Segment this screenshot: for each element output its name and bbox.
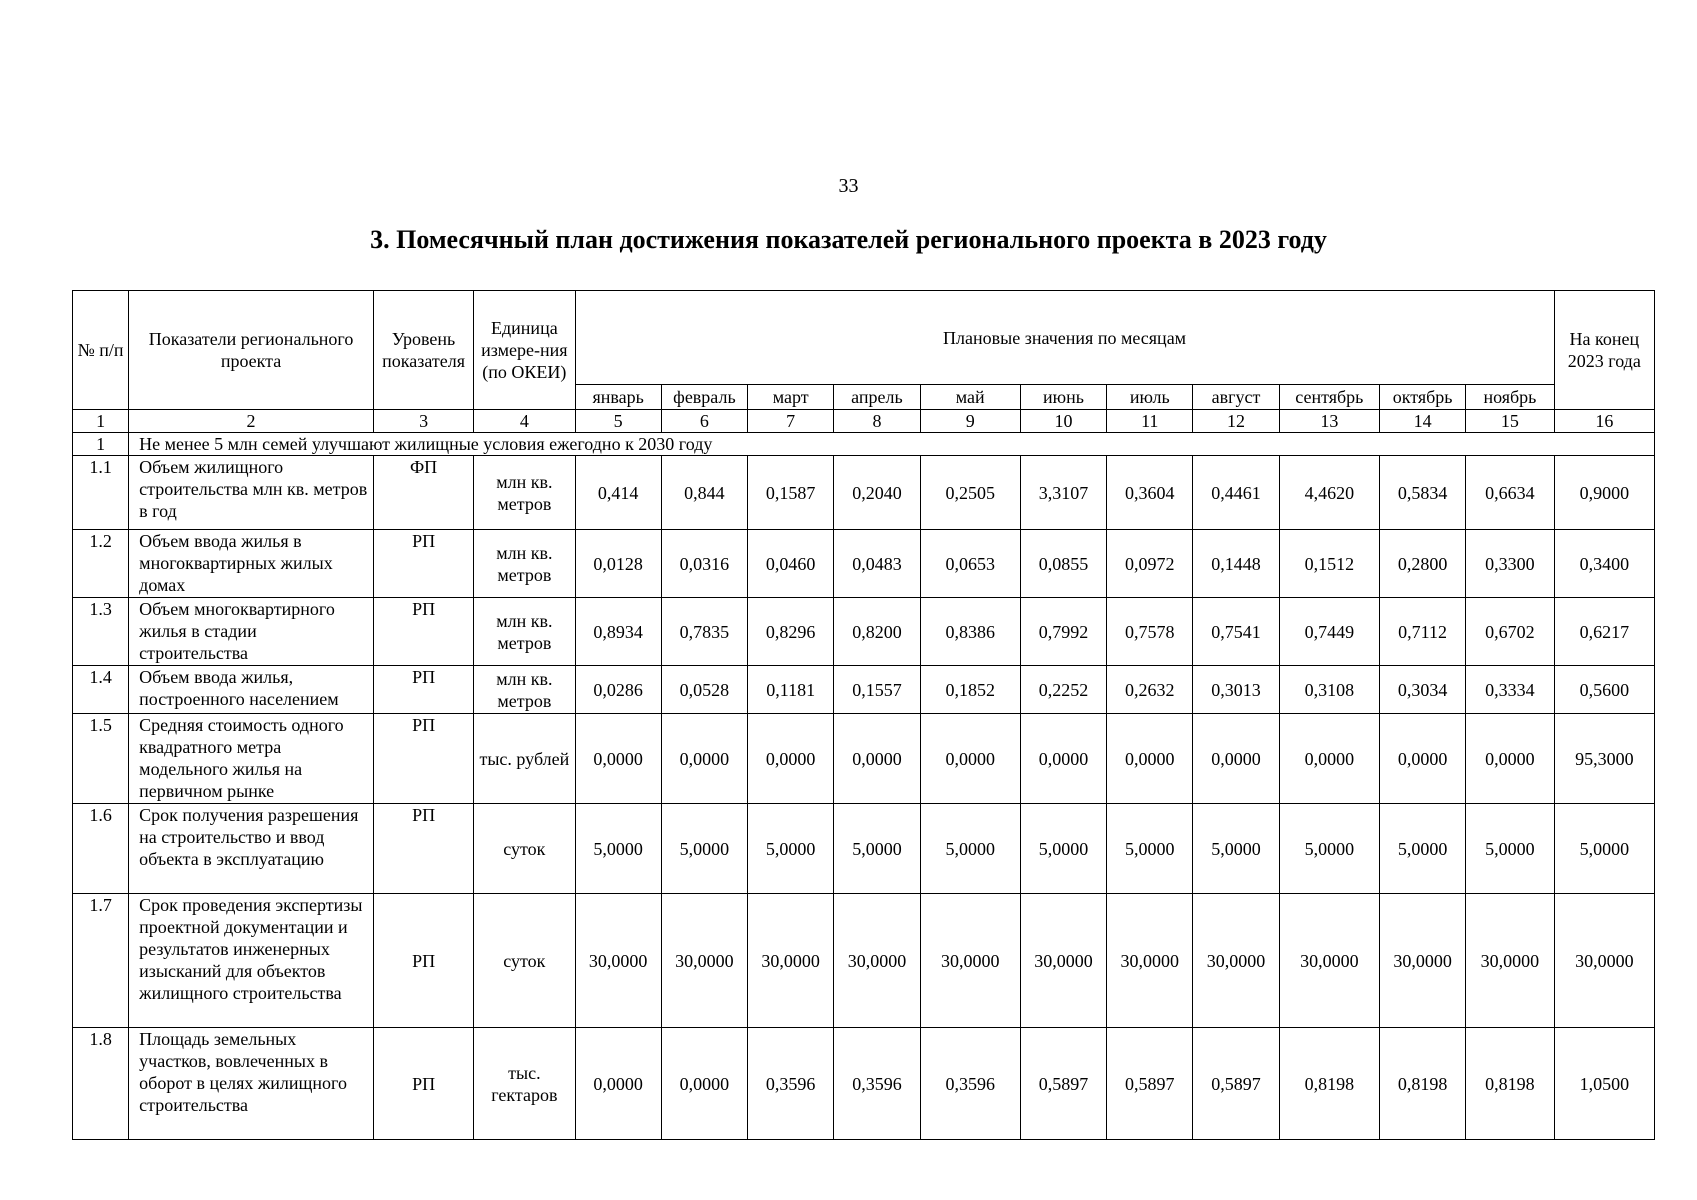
indicator-name: Срок проведения экспертизы проектной документации и результатов инженерных изысканий для объектов жилищного строительства bbox=[129, 894, 374, 1028]
monthly-value: 5,0000 bbox=[1279, 804, 1379, 894]
row-number: 1.6 bbox=[73, 804, 129, 894]
monthly-value: 30,0000 bbox=[1020, 894, 1106, 1028]
monthly-value: 0,0000 bbox=[1379, 714, 1465, 804]
indicator-level: ФП bbox=[373, 456, 473, 530]
column-number: 13 bbox=[1279, 410, 1379, 433]
monthly-value: 0,0000 bbox=[1193, 714, 1279, 804]
monthly-value: 0,2632 bbox=[1107, 666, 1193, 714]
monthly-value: 0,5897 bbox=[1020, 1028, 1106, 1140]
unit-cell: млн кв. метров bbox=[474, 530, 575, 598]
monthly-value: 0,5897 bbox=[1193, 1028, 1279, 1140]
row-number: 1.4 bbox=[73, 666, 129, 714]
monthly-value: 0,3108 bbox=[1279, 666, 1379, 714]
monthly-value: 0,7112 bbox=[1379, 598, 1465, 666]
table-row bbox=[73, 894, 1655, 1028]
monthly-value: 5,0000 bbox=[1107, 804, 1193, 894]
header-planned-values: Плановые значения по месяцам bbox=[575, 291, 1554, 385]
header-indicator: Показатели регионального проекта bbox=[129, 291, 374, 410]
monthly-value: 5,0000 bbox=[1466, 804, 1554, 894]
column-number: 9 bbox=[920, 410, 1020, 433]
end-of-year-value: 30,0000 bbox=[1554, 894, 1654, 1028]
indicator-level: РП bbox=[373, 804, 473, 894]
monthly-value: 5,0000 bbox=[834, 804, 920, 894]
monthly-value: 0,0000 bbox=[661, 714, 747, 804]
monthly-plan-table bbox=[72, 290, 1655, 1140]
monthly-value: 0,3034 bbox=[1379, 666, 1465, 714]
monthly-value: 5,0000 bbox=[1379, 804, 1465, 894]
monthly-value: 0,3013 bbox=[1193, 666, 1279, 714]
monthly-value: 0,3596 bbox=[834, 1028, 920, 1140]
monthly-value: 0,0000 bbox=[575, 1028, 661, 1140]
page-number: 33 bbox=[838, 175, 859, 197]
monthly-value: 0,3300 bbox=[1466, 530, 1554, 598]
monthly-value: 5,0000 bbox=[920, 804, 1020, 894]
end-of-year-value: 1,0500 bbox=[1554, 1028, 1654, 1140]
row-number: 1.8 bbox=[73, 1028, 129, 1140]
monthly-value: 0,8296 bbox=[748, 598, 834, 666]
header-end-of-year: На конец 2023 года bbox=[1554, 291, 1654, 410]
unit-cell: млн кв. метров bbox=[474, 456, 575, 530]
monthly-value: 0,7578 bbox=[1107, 598, 1193, 666]
monthly-value: 30,0000 bbox=[748, 894, 834, 1028]
indicator-level: РП bbox=[373, 530, 473, 598]
indicator-name: Объем многоквартирного жилья в стадии строительства bbox=[129, 598, 374, 666]
unit-cell: тыс. рублей bbox=[474, 714, 575, 804]
goal-number: 1 bbox=[73, 433, 129, 456]
monthly-value: 0,0972 bbox=[1107, 530, 1193, 598]
end-of-year-value: 95,3000 bbox=[1554, 714, 1654, 804]
monthly-value: 0,0855 bbox=[1020, 530, 1106, 598]
monthly-value: 5,0000 bbox=[575, 804, 661, 894]
monthly-value: 0,8198 bbox=[1379, 1028, 1465, 1140]
monthly-value: 0,0000 bbox=[920, 714, 1020, 804]
monthly-value: 0,7449 bbox=[1279, 598, 1379, 666]
indicator-name: Объем жилищного строительства млн кв. метров в год bbox=[129, 456, 374, 530]
goal-text: Не менее 5 млн семей улучшают жилищные условия ежегодно к 2030 году bbox=[129, 433, 1655, 456]
monthly-value: 0,1557 bbox=[834, 666, 920, 714]
column-number: 8 bbox=[834, 410, 920, 433]
goal-row bbox=[73, 433, 1655, 456]
monthly-value: 0,1512 bbox=[1279, 530, 1379, 598]
indicator-level: РП bbox=[373, 714, 473, 804]
monthly-value: 0,0000 bbox=[1279, 714, 1379, 804]
monthly-value: 0,7992 bbox=[1020, 598, 1106, 666]
indicator-name: Объем ввода жилья, построенного населением bbox=[129, 666, 374, 714]
monthly-value: 0,0286 bbox=[575, 666, 661, 714]
table-row bbox=[73, 598, 1655, 666]
monthly-value: 0,0128 bbox=[575, 530, 661, 598]
row-number: 1.7 bbox=[73, 894, 129, 1028]
header-num: № п/п bbox=[73, 291, 129, 410]
monthly-value: 0,0483 bbox=[834, 530, 920, 598]
monthly-value: 0,3596 bbox=[748, 1028, 834, 1140]
monthly-value: 0,8198 bbox=[1279, 1028, 1379, 1140]
monthly-value: 30,0000 bbox=[920, 894, 1020, 1028]
column-number: 7 bbox=[748, 410, 834, 433]
monthly-value: 0,0000 bbox=[748, 714, 834, 804]
month-header: август bbox=[1193, 385, 1279, 410]
column-number: 6 bbox=[661, 410, 747, 433]
column-number: 5 bbox=[575, 410, 661, 433]
monthly-value: 30,0000 bbox=[1193, 894, 1279, 1028]
monthly-value: 0,2252 bbox=[1020, 666, 1106, 714]
monthly-value: 0,0653 bbox=[920, 530, 1020, 598]
monthly-value: 0,2505 bbox=[920, 456, 1020, 530]
indicator-name: Срок получения разрешения на строительство и ввод объекта в эксплуатацию bbox=[129, 804, 374, 894]
column-number: 10 bbox=[1020, 410, 1106, 433]
header-level: Уровень показателя bbox=[373, 291, 473, 410]
monthly-value: 0,4461 bbox=[1193, 456, 1279, 530]
monthly-value: 0,8386 bbox=[920, 598, 1020, 666]
unit-cell: суток bbox=[474, 804, 575, 894]
monthly-value: 0,2800 bbox=[1379, 530, 1465, 598]
month-header: январь bbox=[575, 385, 661, 410]
monthly-value: 0,3334 bbox=[1466, 666, 1554, 714]
monthly-value: 0,8198 bbox=[1466, 1028, 1554, 1140]
monthly-value: 30,0000 bbox=[575, 894, 661, 1028]
table-row bbox=[73, 804, 1655, 894]
month-header: февраль bbox=[661, 385, 747, 410]
monthly-value: 0,0316 bbox=[661, 530, 747, 598]
unit-cell: суток bbox=[474, 894, 575, 1028]
column-number: 15 bbox=[1466, 410, 1554, 433]
monthly-value: 30,0000 bbox=[661, 894, 747, 1028]
monthly-value: 30,0000 bbox=[834, 894, 920, 1028]
end-of-year-value: 0,3400 bbox=[1554, 530, 1654, 598]
indicator-level: РП bbox=[373, 894, 473, 1028]
end-of-year-value: 0,6217 bbox=[1554, 598, 1654, 666]
table-row bbox=[73, 530, 1655, 598]
monthly-value: 5,0000 bbox=[661, 804, 747, 894]
monthly-value: 0,0000 bbox=[1107, 714, 1193, 804]
row-number: 1.3 bbox=[73, 598, 129, 666]
row-number: 1.1 bbox=[73, 456, 129, 530]
month-header: март bbox=[748, 385, 834, 410]
indicator-level: РП bbox=[373, 598, 473, 666]
monthly-value: 3,3107 bbox=[1020, 456, 1106, 530]
indicator-name: Площадь земельных участков, вовлеченных в оборот в целях жилищного строительства bbox=[129, 1028, 374, 1140]
header-unit: Единица измере-ния (по ОКЕИ) bbox=[474, 291, 575, 410]
table-row bbox=[73, 456, 1655, 530]
monthly-value: 0,8934 bbox=[575, 598, 661, 666]
column-number: 12 bbox=[1193, 410, 1279, 433]
indicator-level: РП bbox=[373, 666, 473, 714]
monthly-value: 0,0000 bbox=[834, 714, 920, 804]
monthly-value: 0,1448 bbox=[1193, 530, 1279, 598]
unit-cell: млн кв. метров bbox=[474, 666, 575, 714]
monthly-value: 0,1587 bbox=[748, 456, 834, 530]
monthly-value: 5,0000 bbox=[748, 804, 834, 894]
monthly-value: 0,6702 bbox=[1466, 598, 1554, 666]
end-of-year-value: 0,5600 bbox=[1554, 666, 1654, 714]
monthly-value: 0,3604 bbox=[1107, 456, 1193, 530]
unit-cell: тыс. гектаров bbox=[474, 1028, 575, 1140]
monthly-value: 0,1852 bbox=[920, 666, 1020, 714]
monthly-value: 0,6634 bbox=[1466, 456, 1554, 530]
column-number: 16 bbox=[1554, 410, 1654, 433]
monthly-value: 0,1181 bbox=[748, 666, 834, 714]
indicator-name: Средняя стоимость одного квадратного метра модельного жилья на первичном рынке bbox=[129, 714, 374, 804]
indicator-rows bbox=[73, 456, 1655, 1140]
end-of-year-value: 5,0000 bbox=[1554, 804, 1654, 894]
monthly-value: 30,0000 bbox=[1107, 894, 1193, 1028]
month-header: май bbox=[920, 385, 1020, 410]
monthly-value: 0,2040 bbox=[834, 456, 920, 530]
page-title: 3. Помесячный план достижения показателей регионального проекта в 2023 году bbox=[370, 225, 1327, 254]
monthly-value: 0,414 bbox=[575, 456, 661, 530]
column-number: 4 bbox=[474, 410, 575, 433]
monthly-value: 5,0000 bbox=[1193, 804, 1279, 894]
table-row bbox=[73, 1028, 1655, 1140]
row-number: 1.2 bbox=[73, 530, 129, 598]
table-row bbox=[73, 714, 1655, 804]
monthly-value: 0,3596 bbox=[920, 1028, 1020, 1140]
monthly-value: 0,5897 bbox=[1107, 1028, 1193, 1140]
unit-cell: млн кв. метров bbox=[474, 598, 575, 666]
monthly-value: 0,7835 bbox=[661, 598, 747, 666]
table-row bbox=[73, 666, 1655, 714]
column-number: 14 bbox=[1379, 410, 1465, 433]
monthly-value: 0,0460 bbox=[748, 530, 834, 598]
month-header: апрель bbox=[834, 385, 920, 410]
end-of-year-value: 0,9000 bbox=[1554, 456, 1654, 530]
column-number: 3 bbox=[373, 410, 473, 433]
monthly-value: 0,0528 bbox=[661, 666, 747, 714]
month-header: июнь bbox=[1020, 385, 1106, 410]
monthly-value: 0,0000 bbox=[661, 1028, 747, 1140]
monthly-value: 30,0000 bbox=[1466, 894, 1554, 1028]
month-header: июль bbox=[1107, 385, 1193, 410]
monthly-value: 0,7541 bbox=[1193, 598, 1279, 666]
monthly-value: 0,0000 bbox=[575, 714, 661, 804]
column-number: 11 bbox=[1107, 410, 1193, 433]
monthly-value: 4,4620 bbox=[1279, 456, 1379, 530]
monthly-value: 0,0000 bbox=[1020, 714, 1106, 804]
column-numbers-row bbox=[73, 410, 1655, 433]
monthly-value: 0,0000 bbox=[1466, 714, 1554, 804]
column-number: 1 bbox=[73, 410, 129, 433]
row-number: 1.5 bbox=[73, 714, 129, 804]
monthly-value: 30,0000 bbox=[1379, 894, 1465, 1028]
month-header: октябрь bbox=[1379, 385, 1465, 410]
indicator-level: РП bbox=[373, 1028, 473, 1140]
monthly-value: 0,844 bbox=[661, 456, 747, 530]
month-header: сентябрь bbox=[1279, 385, 1379, 410]
monthly-value: 5,0000 bbox=[1020, 804, 1106, 894]
monthly-value: 0,5834 bbox=[1379, 456, 1465, 530]
monthly-value: 0,8200 bbox=[834, 598, 920, 666]
monthly-value: 30,0000 bbox=[1279, 894, 1379, 1028]
month-header: ноябрь bbox=[1466, 385, 1554, 410]
indicator-name: Объем ввода жилья в многоквартирных жилых домах bbox=[129, 530, 374, 598]
column-number: 2 bbox=[129, 410, 374, 433]
